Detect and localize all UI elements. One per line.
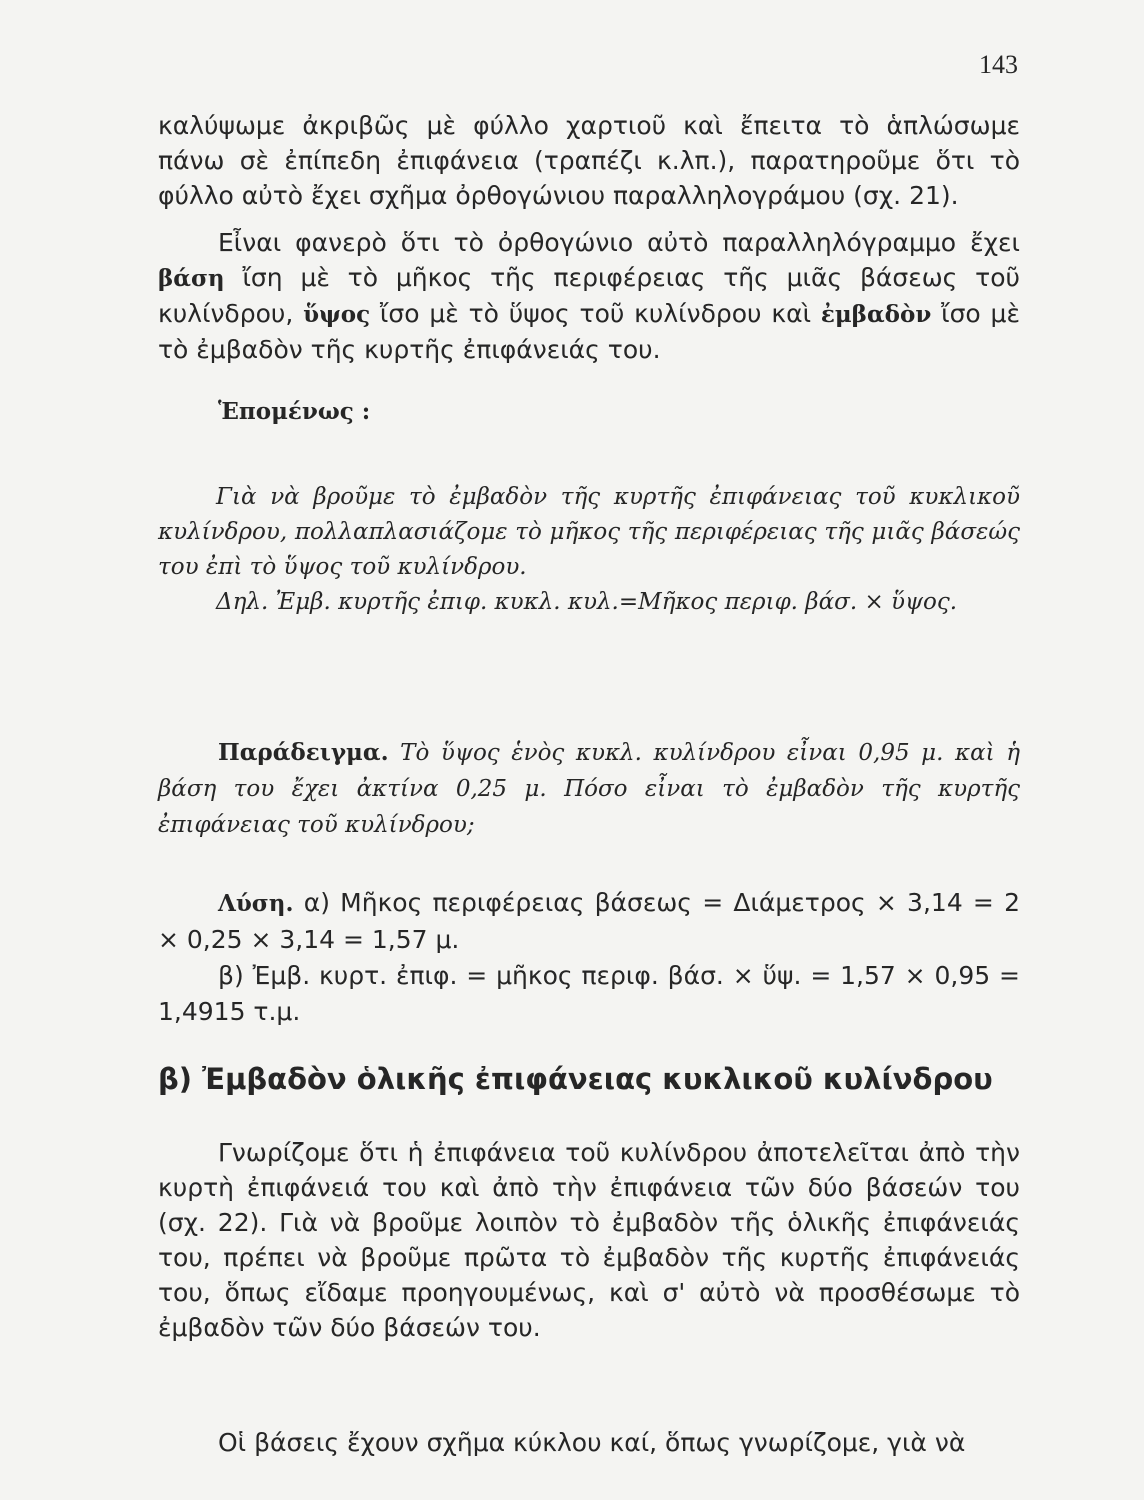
section-title: β) Ἐμβαδὸν ὁλικῆς ἐπιφάνειας κυκλικοῦ κυλίνδρου [158,1062,993,1096]
p2-mid1: ἴση μὲ τὸ μῆκος τῆς περιφέρειας τῆς μιᾶς βάσεως τοῦ κυλίνδρου, [158,263,1020,328]
section-paragraph-1: Γνωρίζομε ὅτι ἡ ἐπιφάνεια τοῦ κυλίνδρου ἀποτελεῖται ἀπὸ τὴν κυρτὴ ἐπιφάνειά του καὶ ἀπὸ τὴν ἐπιφάνεια τῶν δύο βάσεών του (σχ. 22). Γιὰ νὰ βροῦμε λοιπὸν τὸ ἐμβαδὸν τῆς ὁλικῆς ἐπιφάνειάς του, πρέπει νὰ βροῦμε πρῶτα τὸ ἐμβαδὸν τῆς κυρτῆς ἐπιφάνειάς του, ὅπως εἴδαμε προηγουμένως, καὶ σ' αὐτὸ νὰ προσθέσωμε τὸ ἐμβαδὸν τῶν δύο βάσεών του. [158,1138,1020,1342]
rule-text: Γιὰ νὰ βροῦμε τὸ ἐμβαδὸν τῆς κυρτῆς ἐπιφάνειας τοῦ κυκλικοῦ κυλίνδρου, πολλαπλασιάζομε τὸ μῆκος τῆς περιφέρειας τῆς μιᾶς βάσεώς του ἐπὶ τὸ ὕψος τοῦ κυλίνδρου. [158,484,1020,580]
intro-paragraph-2 [158,225,1020,367]
example-paragraph [158,735,1020,843]
section-paragraph-2: Οἱ βάσεις ἔχουν σχῆμα κύκλου καί, ὅπως γνωρίζομε, γιὰ νὰ [218,1428,966,1457]
solution-a-text: α) Μῆκος περιφέρειας βάσεως = Διάμετρος × 3,14 = 2 × 0,25 × 3,14 = 1,57 μ. [158,888,1020,954]
p2-end: ἴσο μὲ τὸ ἐμβαδὸν τῆς κυρτῆς ἐπιφάνειάς του. [158,299,1020,364]
solution-line-a [158,885,1020,958]
term-area: ἐμβαδὸν [820,301,932,328]
consequently-heading: Ἑπομένως : [218,398,371,425]
solution-line-b: β) Ἐμβ. κυρτ. ἐπιφ. = μῆκος περιφ. βάσ. × ὕψ. = 1,57 × 0,95 = 1,4915 τ.μ. [158,961,1020,1026]
solution-block [158,885,1020,1030]
term-height: ὕψος [303,301,371,328]
term-base: βάση [158,265,225,292]
rule-formula: Δηλ. Ἐμβ. κυρτῆς ἐπιφ. κυκλ. κυλ.=Μῆκος περιφ. βάσ. × ὕψος. [216,589,958,615]
example-label: Παράδειγμα. [218,739,389,766]
example-text: Τὸ ὕψος ἑνὸς κυκλ. κυλίνδρου εἶναι 0,95 μ. καὶ ἡ βάση του ἔχει ἀκτίνα 0,25 μ. Πόσο εἶναι τὸ ἐμβαδὸν τῆς κυρτῆς ἐπιφάνειας τοῦ κυλίνδρου; [158,740,1020,838]
p2-mid2: ἴσο μὲ τὸ ὕψος τοῦ κυλίνδρου καὶ [370,299,821,328]
page-number: 143 [979,50,1018,79]
solution-label: Λύση. [218,890,294,917]
p2-start: Εἶναι φανερὸ ὅτι τὸ ὀρθογώνιο αὐτὸ παραλληλόγραμμο ἔχει [218,228,1020,257]
intro-paragraph-1: καλύψωμε ἀκριβῶς μὲ φύλλο χαρτιοῦ καὶ ἔπειτα τὸ ἁπλώσωμε πάνω σὲ ἐπίπεδη ἐπιφάνεια (τραπέζι κ.λπ.), παρατηροῦμε ὅτι τὸ φύλλο αὐτὸ ἔχει σχῆμα ὀρθογώνιου παραλληλογράμου (σχ. 21). [158,111,1020,210]
rule-block [158,480,1020,620]
